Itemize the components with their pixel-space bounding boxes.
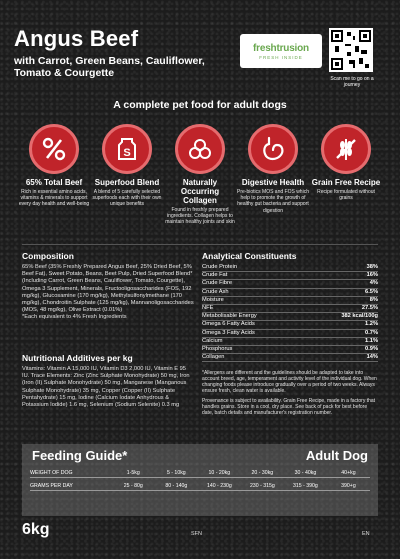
table-row: Phosphorus 0.9% <box>202 346 378 354</box>
sfn-mark: SFN <box>191 531 202 537</box>
brand-logo <box>240 34 322 68</box>
additives-section <box>22 353 194 409</box>
table-row: Crude Protein 38% <box>202 264 378 272</box>
additives-heading: Nutritional Additives per kg <box>22 353 133 363</box>
en-mark: EN <box>362 531 370 537</box>
svg-text:S: S <box>123 147 131 159</box>
table-row: Moisture 8% <box>202 297 378 305</box>
superfood-icon <box>102 124 152 174</box>
feeding-guide-category: Adult Dog <box>305 448 368 463</box>
table-row: Omega 6 Fatty Acids 1.2% <box>202 321 378 329</box>
composition-text: 65% Beef (35% Freshly Prepared Angus Beef, 25% Dried Beef, 5% Beef Fat), Sweet Potato, Beans, Beet Pulp, Dried Superfood Blend* (Including Carrot, Green Beans, Cauliflower, Tomato, Courgette), Omega 3 Supplement, Minerals, Fructooligosaccharides (FOS, 192 mg/kg), Glucosamine (170 mg/kg), Methylsulfonylmethane (170 mg/kg), Chondroitin Sulphate (125 mg/kg), Mannanoligosaccharides (MOS, 48 mg/kg), Olive Extract (0.01%) <box>22 264 194 314</box>
brand-tagline: FRESH INSIDE <box>259 54 303 60</box>
table-row: Collagen 14% <box>202 354 378 362</box>
table-row: Crude Fibre 4% <box>202 280 378 288</box>
analytical-heading: Analytical Constituents <box>202 251 297 261</box>
product-banner: A complete pet food for adult dogs <box>113 99 287 111</box>
analytical-table <box>202 264 378 362</box>
feeding-table <box>30 469 370 491</box>
feature-total-beef: 65% Total Beef Rich in essential amino acids, vitamins & minerals to support every day health and well-being <box>18 124 90 208</box>
table-row: Omega 3 Fatty Acids 0.7% <box>202 330 378 338</box>
table-row: NFE 27.5% <box>202 305 378 313</box>
feeding-guide-title: Feeding Guide* <box>32 448 128 463</box>
net-weight: 6kg <box>22 521 50 538</box>
table-row: Crude Fat 16% <box>202 272 378 280</box>
feeding-guide <box>22 444 378 516</box>
analytical-section <box>202 251 378 416</box>
provenance-note: Provenance is subject to availability. Grain Free Recipe, made in a factory that handles grains. Store in a cool, dry place. See back of pack for best before date, batch details and manufacturer's registration number. <box>202 398 376 417</box>
composition-footnote: *Each equivalent to 4% Fresh Ingredients <box>22 314 127 321</box>
table-row: Metabolisable Energy 382 kcal/100g <box>202 313 378 321</box>
feature-collagen: Naturally Occurring Collagen Found in freshly prepared ingredients. Collagen helps to maintain healthy joints and skin <box>164 124 236 226</box>
percent-icon <box>29 124 79 174</box>
qr-code-icon[interactable] <box>329 28 373 72</box>
joint-icon <box>175 124 225 174</box>
product-subtitle: with Carrot, Green Beans, Cauliflower, Tomato & Courgette <box>14 55 205 79</box>
stomach-icon <box>248 124 298 174</box>
feeding-note: *Allergens are different and the guidelines should be adapted to take into account breed, age, temperament and activity level of the individual dog. When changing foods please introduce gradually over a period of two weeks. Always ensure fresh, clean water is available. <box>202 370 377 395</box>
grain-free-icon <box>321 124 371 174</box>
feature-digestive: Digestive Health Pre-biotics MOS and FOS which help to promote the growth of healthy gut bacteria and support digestion <box>237 124 309 214</box>
table-row: Calcium 1.1% <box>202 338 378 346</box>
feature-grain-free: Grain Free Recipe Recipe formulated without grains <box>310 124 382 201</box>
table-row: Crude Ash 6.5% <box>202 289 378 297</box>
composition-heading: Composition <box>22 251 74 261</box>
table-row: WEIGHT OF DOG 1-5kg 5 - 10kg 10 - 20kg 20 - 30kg 30 - 40kg 40+kg <box>30 469 370 478</box>
table-row: GRAMS PER DAY 25 - 80g 80 - 140g 140 - 230g 230 - 315g 315 - 390g 390+g <box>30 482 370 491</box>
section-divider <box>22 244 378 245</box>
brand-name: freshtrusion <box>253 42 309 54</box>
feature-superfood: S Superfood Blend A blend of 5 carefully selected superfoods each with their own unique benefits <box>91 124 163 208</box>
qr-note: Scan me to go on a journey <box>330 76 374 88</box>
product-title: Angus Beef <box>14 26 139 51</box>
additives-text: Vitamins: Vitamin A 15,000 IU, Vitamin D3 2,000 IU, Vitamin E 95 IU. Trace Elements: Zinc (Zinc Sulphate Monohydrate) 50 mg, Iron (Iron (II) Sulphate Monohydrate) 50 mg, Manganese (Manganous Sulphate Monohydrate) 35 mg, Copper (Copper (II) Sulphate Pentahydrate) 15 mg, Iodine (Calcium Iodate Anhydrous & Potassium Iodide) 1.6 mg, Selenium (Sodium Selenite) 0.3 mg <box>22 366 190 409</box>
composition-section <box>22 251 194 322</box>
